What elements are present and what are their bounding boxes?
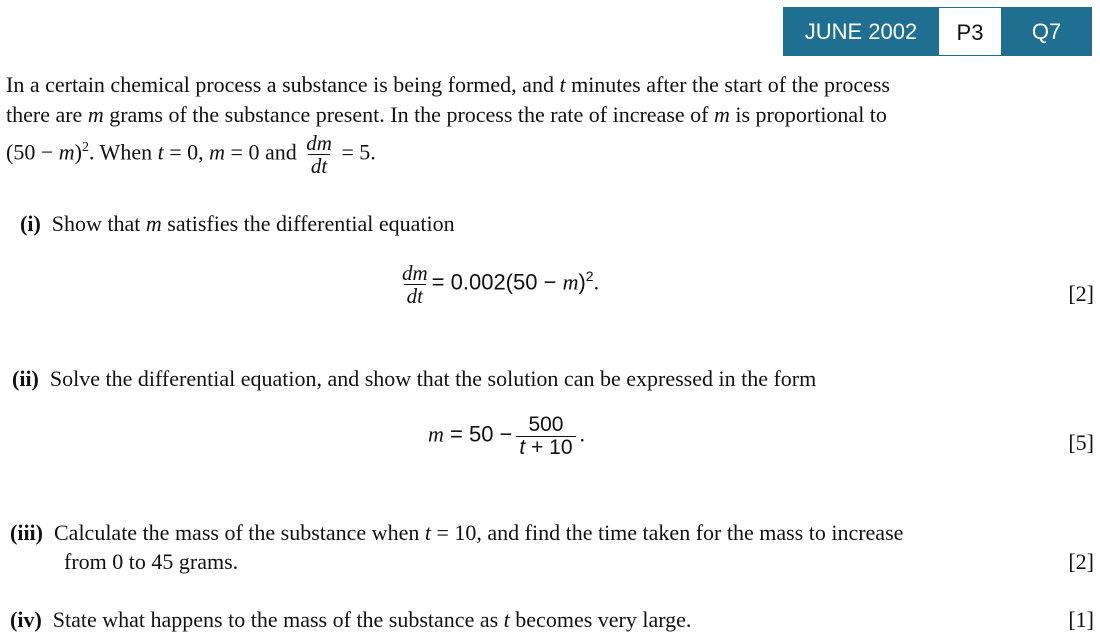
paper-tag: P3 [939,7,1001,56]
question-tag-bar [783,7,1092,56]
question-number-tag: Q7 [1001,7,1092,56]
part-iv-marks: [1] [1068,607,1094,632]
part-ii-equation: m = 50 − $\frac{500}{t + 10}$ . [428,413,586,459]
exam-date-tag: JUNE 2002 [783,7,939,56]
part-i-equation: $\frac{dm}{dt}$ = $0.002(50 - m)^2$. [402,261,600,308]
part-iii-marks: [2] [1068,549,1094,574]
intro-line-3: $(50 - m)^2$. When t = 0, m = 0 and $\frac{dm}{dt}$ = 5. [6,131,376,178]
intro-line-1: In a certain chemical process a substance is being formed, and t minutes after the start of the process [6,72,890,97]
part-iii-text: (iii) Calculate the mass of the substance when t = 10, and find the time taken for the mass to increase [10,520,904,545]
part-i-text: (i) Show that m satisfies the differential equation [20,211,455,236]
part-ii-marks: [5] [1068,430,1094,455]
part-i-marks: [2] [1068,281,1094,306]
part-ii-text: (ii) Solve the differential equation, and show that the solution can be expressed in the form [12,366,817,391]
intro-line-2: there are m grams of the substance present. In the process the rate of increase of m is proportional to [6,102,887,127]
dm-dt-fraction: $\frac{dm}{dt}$ [306,131,332,178]
part-iv-text: (iv) State what happens to the mass of the substance as t becomes very large. [10,607,692,632]
part-iii-text-2: from 0 to 45 grams. [64,549,239,574]
